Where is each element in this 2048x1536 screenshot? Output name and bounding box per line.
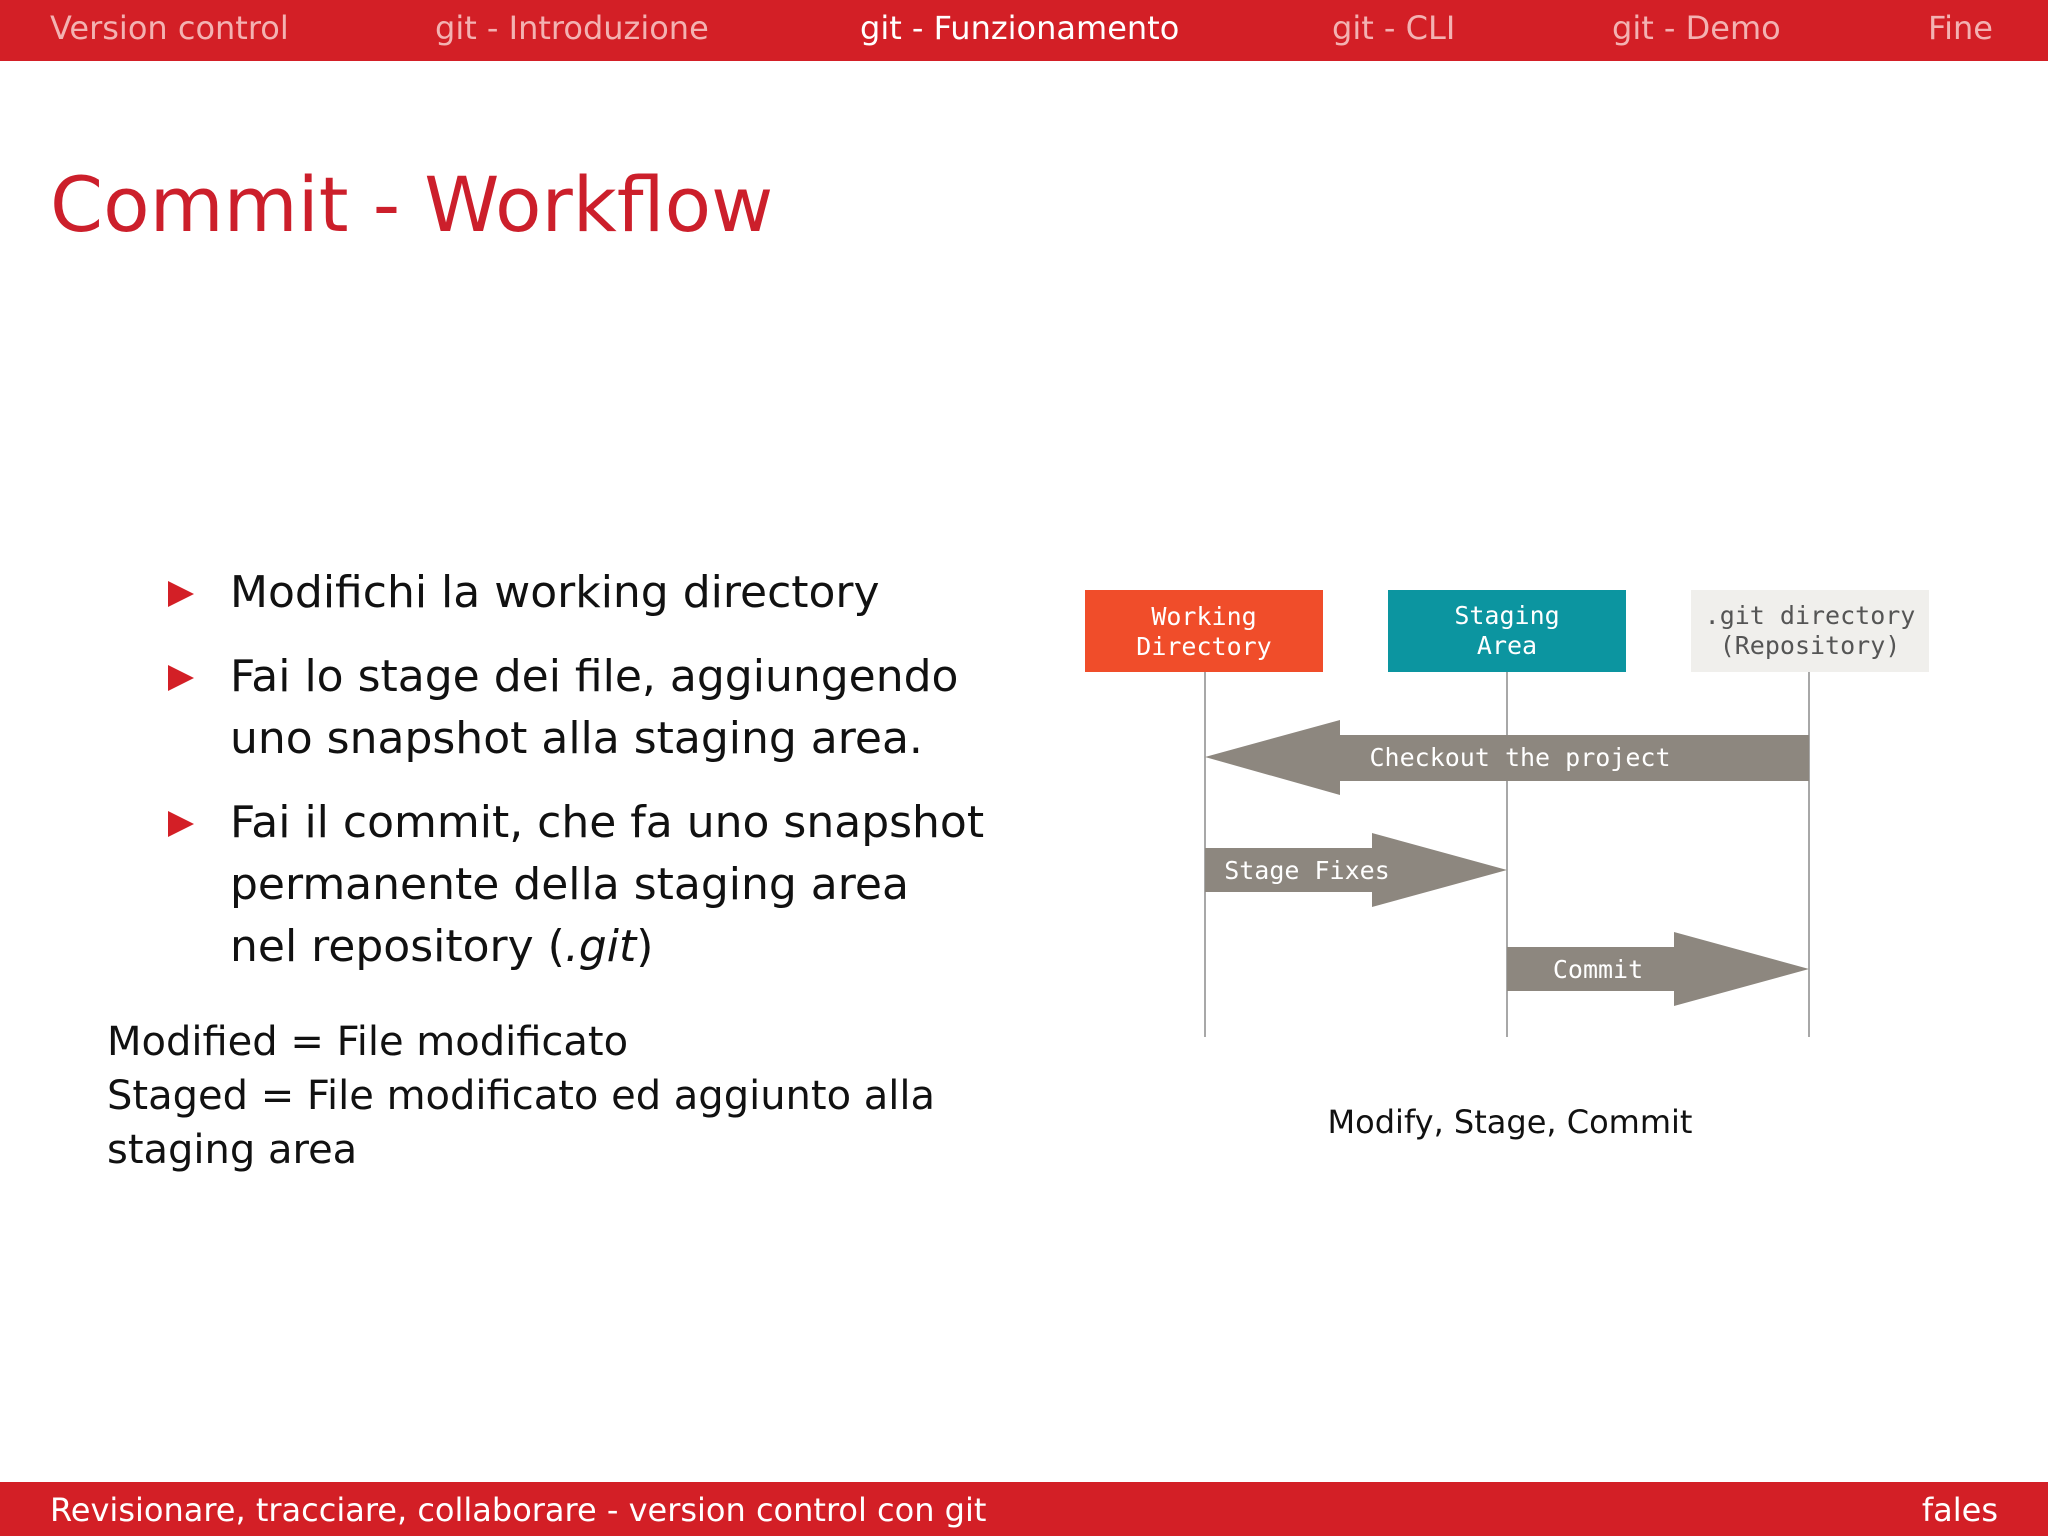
definition-staged: Staged = File modificato ed aggiunto alla staging area [107,1073,936,1173]
box-git-directory-line2: (Repository) [1719,631,1901,660]
bullet-triangle-icon [168,581,194,607]
arrow-commit-label: Commit [1552,955,1644,984]
bullet-text-emphasis: .git [564,921,637,972]
nav-item-git-introduzione[interactable]: git - Introduzione [435,9,709,47]
definition-modified: Modified = File modificato [107,1019,629,1065]
nav-item-git-funzionamento[interactable]: git - Funzionamento [860,9,1180,47]
box-git-directory-line1: .git directory [1704,601,1916,630]
bullet-item [168,562,988,624]
bullet-item [168,646,988,770]
box-staging-area-line2: Area [1476,631,1538,660]
bullet-triangle-icon [168,811,194,837]
nav-item-git-demo[interactable]: git - Demo [1612,9,1781,47]
arrow-checkout-label: Checkout the project [1369,743,1671,772]
slide-title: Commit - Workflow [50,160,774,249]
top-navigation-bar [0,0,2048,61]
footer-author: fales [1921,1491,1998,1529]
bullet-text-end: ) [636,921,654,972]
diagram-caption: Modify, Stage, Commit [1327,1103,1693,1141]
nav-item-version-control[interactable]: Version control [50,9,289,47]
box-working-directory-line1: Working [1151,602,1257,631]
workflow-diagram [1080,585,1940,1045]
nav-item-git-cli[interactable]: git - CLI [1332,9,1456,47]
footer-title: Revisionare, tracciare, collaborare - version control con git [50,1491,987,1529]
arrow-stage-fixes-label: Stage Fixes [1224,856,1390,885]
bullet-text: Fai lo stage dei file, aggiungendo uno snapshot alla staging area. [230,651,959,764]
bullet-text: Modifichi la working directory [230,567,880,618]
bullet-item [168,792,988,978]
bullet-list [168,562,988,1000]
box-working-directory-line2: Directory [1136,632,1272,661]
footer-bar [0,1482,2048,1536]
nav-item-fine[interactable]: Fine [1928,9,1993,47]
bullet-text: Fai il commit, che fa uno snapshot permanente della staging area nel repository ( [230,797,985,972]
box-staging-area-line1: Staging [1454,601,1560,630]
definitions-block [107,1015,987,1177]
bullet-triangle-icon [168,665,194,691]
